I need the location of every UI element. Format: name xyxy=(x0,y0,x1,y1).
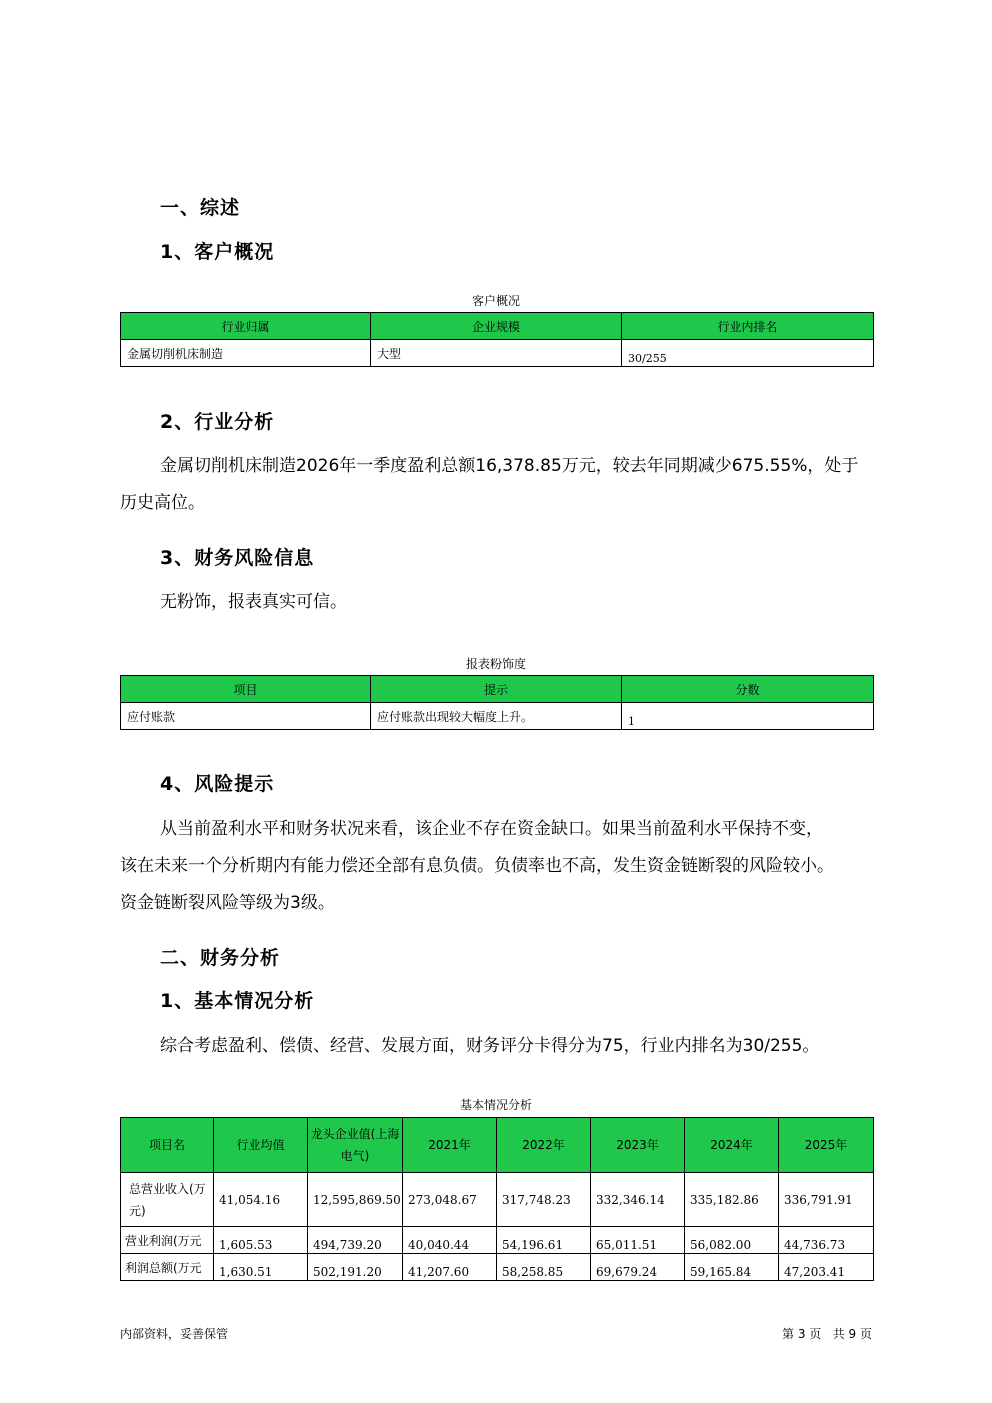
basic-analysis-table xyxy=(120,1117,874,1281)
table-header-cell: 分数 xyxy=(622,676,874,703)
section-heading-overview: 一、综述 xyxy=(160,197,241,219)
score-value: 1 xyxy=(628,715,635,728)
industry-text-line1: 金属切削机床制造2026年一季度盈利总额16,378.85万元，较去年同期减少675.55%，处于 xyxy=(160,456,859,476)
table-header-cell: 企业规模 xyxy=(371,313,622,340)
section-heading-industry: 2、行业分析 xyxy=(160,411,275,433)
rank-value: 30/255 xyxy=(628,352,667,365)
table-cell-label: 营业利润(万元 xyxy=(121,1227,214,1254)
basic-table-caption: 基本情况分析 xyxy=(459,1098,532,1112)
table-cell xyxy=(622,340,874,367)
customer-table xyxy=(120,312,874,367)
financial-risk-text: 无粉饰，报表真实可信。 xyxy=(160,592,347,612)
table-header-cell: 2022年 xyxy=(497,1118,591,1173)
table-cell: 335,182.86 xyxy=(685,1173,779,1227)
table-header-cell: 龙头企业值(上海电气) xyxy=(308,1118,403,1173)
table-cell: 应付账款 xyxy=(121,703,371,730)
table-cell: 69,679.24 xyxy=(591,1254,685,1281)
table-row xyxy=(121,1227,874,1254)
table-header-cell: 2023年 xyxy=(591,1118,685,1173)
table-header-cell: 提示 xyxy=(371,676,622,703)
table-cell: 12,595,869.50 xyxy=(308,1173,403,1227)
table-header-row xyxy=(121,313,874,340)
table-cell: 41,054.16 xyxy=(214,1173,308,1227)
section-heading-risk-tip: 4、风险提示 xyxy=(160,773,275,795)
table-cell: 41,207.60 xyxy=(403,1254,497,1281)
table-row xyxy=(121,1173,874,1227)
table-cell: 65,011.51 xyxy=(591,1227,685,1254)
table-cell: 336,791.91 xyxy=(779,1173,874,1227)
section-heading-customer: 1、客户概况 xyxy=(160,241,275,263)
footer-confidential-note: 内部资料，妥善保管 xyxy=(120,1327,229,1341)
table-cell: 40,040.44 xyxy=(403,1227,497,1254)
table-row xyxy=(121,703,874,730)
table-cell: 47,203.41 xyxy=(779,1254,874,1281)
customer-table-caption: 客户概况 xyxy=(471,294,520,308)
table-cell: 大型 xyxy=(371,340,622,367)
table-cell: 44,736.73 xyxy=(779,1227,874,1254)
table-cell: 317,748.23 xyxy=(497,1173,591,1227)
table-header-cell: 项目名 xyxy=(121,1118,214,1173)
risk-tip-line2: 该在未来一个分析期内有能力偿还全部有息负债。负债率也不高，发生资金链断裂的风险较小。 xyxy=(120,856,834,876)
table-cell: 56,082.00 xyxy=(685,1227,779,1254)
table-header-cell: 行业内排名 xyxy=(622,313,874,340)
table-cell-label: 利润总额(万元 xyxy=(121,1254,214,1281)
footer-page-number: 第 3 页 共 9 页 xyxy=(782,1327,872,1341)
section-heading-basic-analysis: 1、基本情况分析 xyxy=(160,990,315,1012)
table-header-cell: 2021年 xyxy=(403,1118,497,1173)
embellish-table-caption: 报表粉饰度 xyxy=(465,657,526,671)
embellish-table xyxy=(120,675,874,730)
basic-analysis-text: 综合考虑盈利、偿债、经营、发展方面，财务评分卡得分为75，行业内排名为30/255。 xyxy=(160,1036,820,1056)
table-cell: 1,630.51 xyxy=(214,1254,308,1281)
table-cell: 54,196.61 xyxy=(497,1227,591,1254)
table-cell: 494,739.20 xyxy=(308,1227,403,1254)
table-cell xyxy=(622,703,874,730)
industry-text-line2: 历史高位。 xyxy=(120,493,205,513)
table-header-cell: 行业均值 xyxy=(214,1118,308,1173)
table-cell: 332,346.14 xyxy=(591,1173,685,1227)
section-heading-financial-analysis: 二、财务分析 xyxy=(160,947,281,969)
table-header-cell: 项目 xyxy=(121,676,371,703)
table-cell: 应付账款出现较大幅度上升。 xyxy=(371,703,622,730)
table-cell: 金属切削机床制造 xyxy=(121,340,371,367)
section-heading-financial-risk: 3、财务风险信息 xyxy=(160,547,315,569)
table-cell: 502,191.20 xyxy=(308,1254,403,1281)
table-row xyxy=(121,1254,874,1281)
risk-tip-line3: 资金链断裂风险等级为3级。 xyxy=(120,893,335,913)
table-header-cell: 2024年 xyxy=(685,1118,779,1173)
table-cell: 1,605.53 xyxy=(214,1227,308,1254)
table-row xyxy=(121,340,874,367)
table-header-row xyxy=(121,676,874,703)
table-cell: 273,048.67 xyxy=(403,1173,497,1227)
table-header-row xyxy=(121,1118,874,1173)
table-header-cell: 2025年 xyxy=(779,1118,874,1173)
table-cell: 59,165.84 xyxy=(685,1254,779,1281)
table-cell: 58,258.85 xyxy=(497,1254,591,1281)
risk-tip-line1: 从当前盈利水平和财务状况来看，该企业不存在资金缺口。如果当前盈利水平保持不变， xyxy=(160,819,823,839)
table-cell-label: 总营业收入(万元) xyxy=(121,1173,214,1227)
table-header-cell: 行业归属 xyxy=(121,313,371,340)
